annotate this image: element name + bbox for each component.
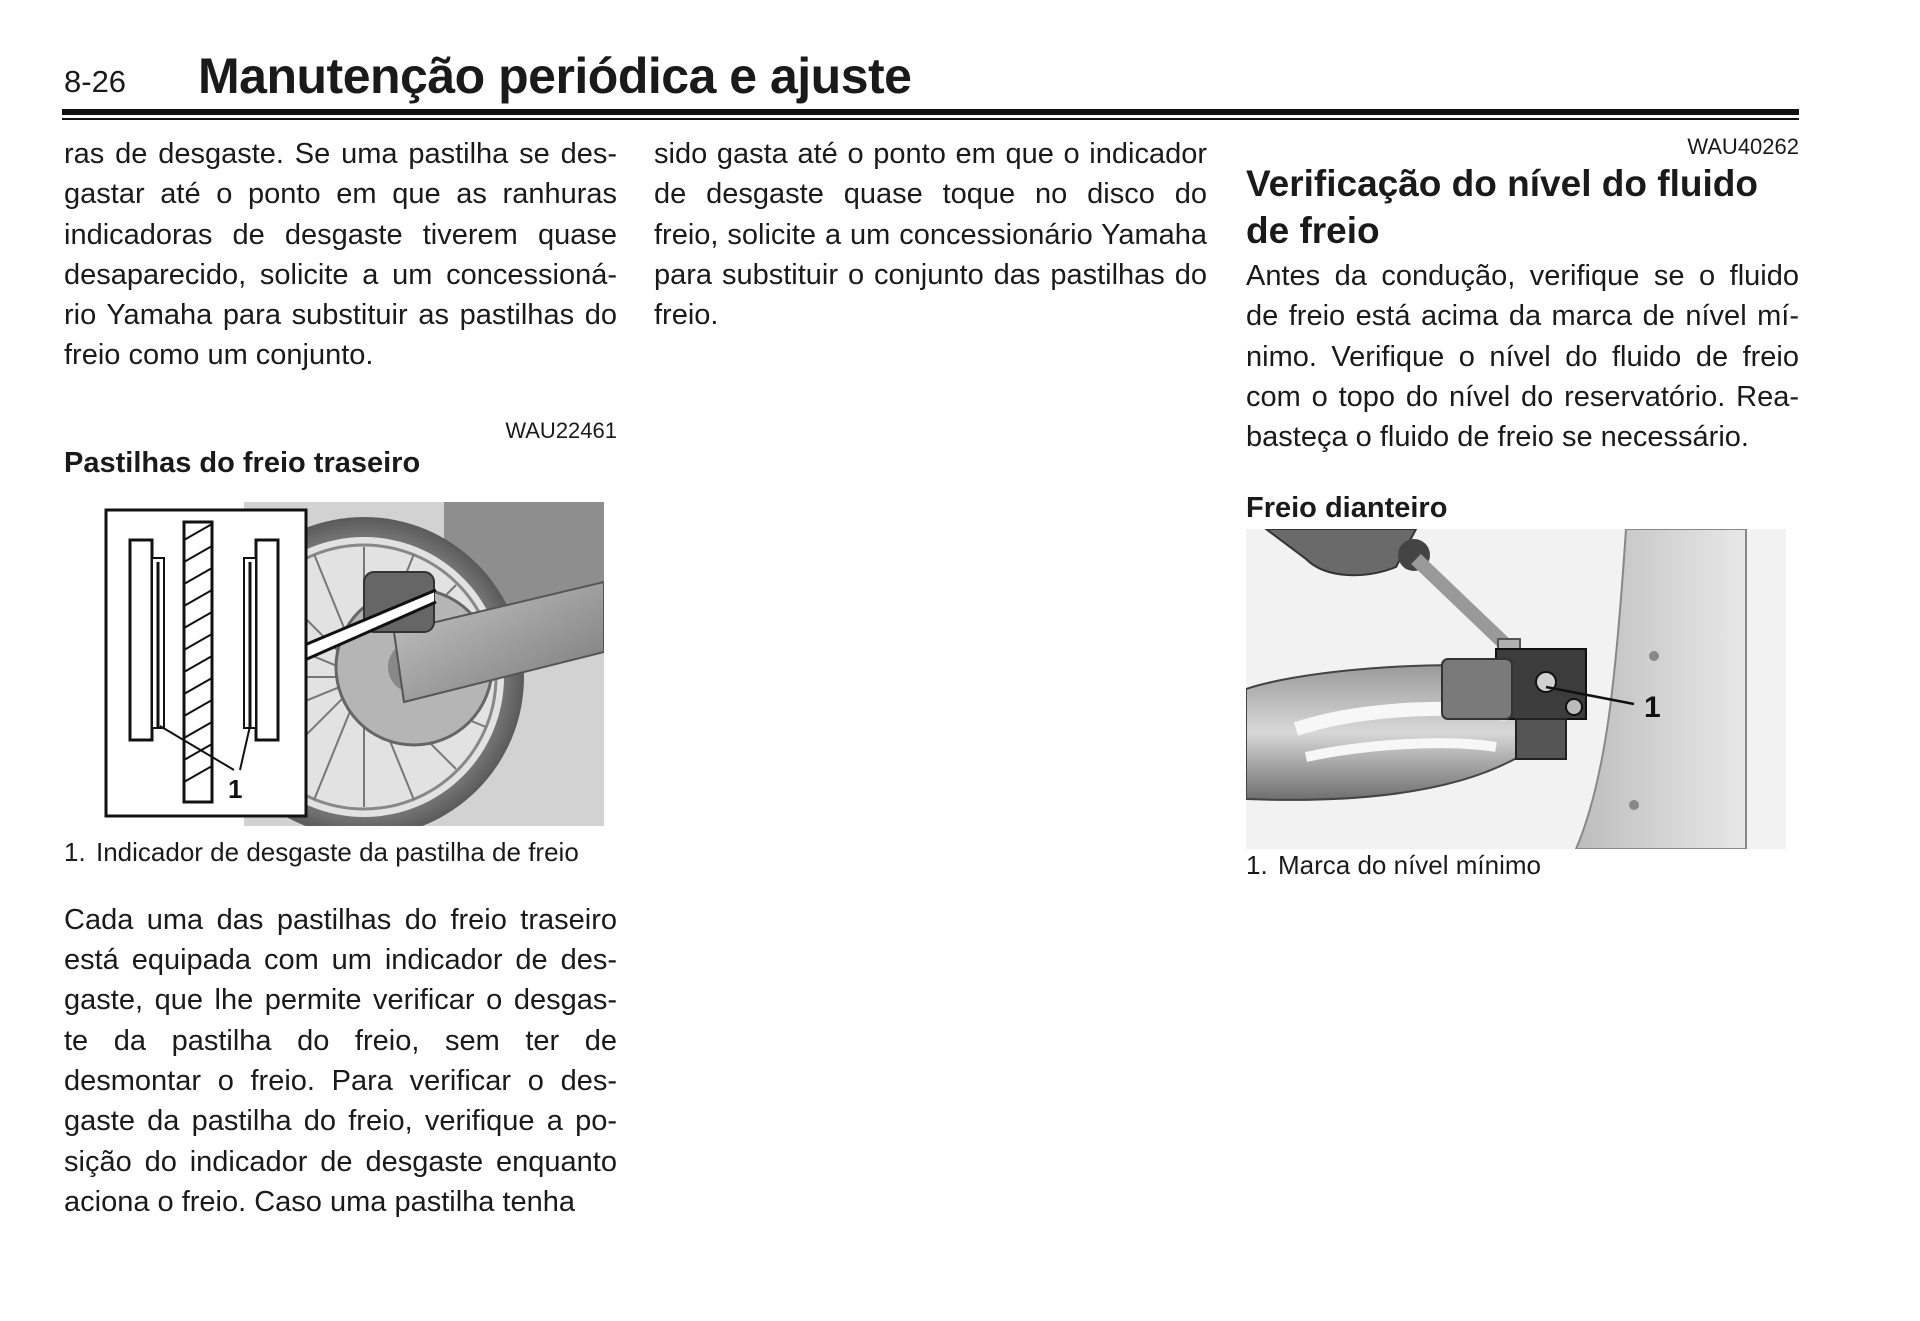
- front-brake-illustration: [1246, 529, 1786, 849]
- section-title-brake-fluid: Verificação do nível do fluido de freio: [1246, 163, 1758, 251]
- paragraph-wear-indicator: Cada uma das pastilhas do freio traseiro está equipada com um indicador de des-gaste, que lhe permite verificar o desgas-te da pastilha do freio, sem ter de desmontar o freio. Para verificar o des-gaste da pastilha do freio, verifique a po-sição do indicador de desgaste enquanto aciona o freio. Caso uma pastilha tenha: [64, 903, 617, 1218]
- section-title-rear-pads: Pastilhas do freio traseiro: [64, 446, 421, 479]
- caption-text: Indicador de desgaste da pastilha de freio: [96, 836, 579, 867]
- caption-text: Marca do nível mínimo: [1278, 850, 1541, 881]
- paragraph-wear-grooves: ras de desgaste. Se uma pastilha se des-gastar até o ponto em que as ranhuras indicadoras de desgaste tiverem quase desaparecido, solicite a um concessioná-rio Yamaha para substituir as pastilhas do freio como um conjunto.: [64, 138, 617, 372]
- figure-caption-rear: [64, 836, 617, 869]
- header-rule-thin: [62, 118, 1799, 120]
- column-left: [64, 134, 617, 1222]
- column-middle: [654, 134, 1207, 335]
- figure-label: 1: [1644, 691, 1661, 725]
- chapter-title: Manutenção periódica e ajuste: [198, 48, 912, 104]
- column-right: [1246, 134, 1799, 882]
- subsection-title-front-brake: Freio dianteiro: [1246, 492, 1448, 525]
- figure-rear-brake-pads: [64, 502, 604, 826]
- section-code: WAU40262: [1687, 134, 1799, 159]
- figure-caption-front: [1246, 849, 1799, 882]
- figure-label: 1: [228, 773, 243, 804]
- paragraph-brake-fluid: Antes da condução, verifique se o fluido de freio está acima da marca de nível mí-nimo. Verifique o nível do fluido de freio com o topo do nível do reservatório. Rea-basteça o fluido de freio se necessário.: [1246, 260, 1799, 454]
- rear-brake-illustration: [64, 502, 604, 826]
- caption-number: 1.: [64, 836, 86, 867]
- caption-number: 1.: [1246, 850, 1268, 881]
- page-number: 8-26: [64, 64, 127, 99]
- section-code: WAU22461: [505, 417, 617, 443]
- header-rule-thick: [62, 109, 1799, 115]
- paragraph-replace-pads: sido gasta até o ponto em que o indicador de desgaste quase toque no disco do freio, solicite a um concessionário Yamaha para substituir o conjunto das pastilhas do freio.: [654, 138, 1207, 332]
- figure-front-brake: [1246, 529, 1786, 849]
